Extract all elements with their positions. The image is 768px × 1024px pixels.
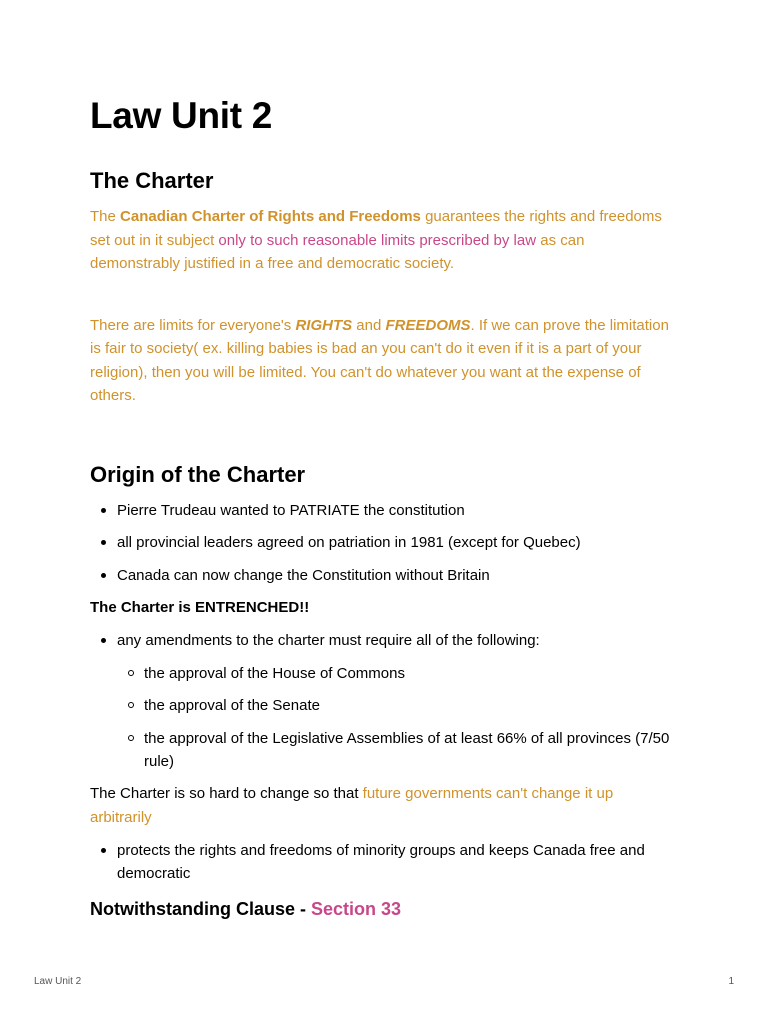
document-body [90,92,678,922]
text-span: guarantees the rights and freedoms set out in it subject [90,208,662,249]
charter-name-bold: Canadian Charter of Rights and Freedoms [120,208,421,225]
section-heading-notwithstanding [90,896,678,922]
approval-sublist [117,662,678,773]
charter-paragraph [90,205,678,276]
origin-list [90,499,678,587]
text-span: as can demonstrably justified in a free and democratic society. [90,231,585,272]
hard-to-change-paragraph [90,782,678,829]
text-span: Notwithstanding Clause - [90,898,312,919]
protect-list [90,839,678,885]
document-title: Law Unit 2 [90,95,273,136]
section-heading-origin: Origin of the Charter [90,461,306,487]
text-span: The Charter is so hard to change so that [90,785,363,802]
sub-list-item: the approval of the Legislative Assemblies of at least 66% of all provinces (7/50 rule) [144,727,678,773]
section-heading-charter: The Charter [90,168,214,193]
rights-emphasis: RIGHTS [295,316,353,334]
text-span: and [352,316,386,334]
list-item: Pierre Trudeau wanted to PATRIATE the constitution [117,499,678,522]
limits-paragraph [90,314,678,408]
arbitrary-highlight: future governments can't change it up arbitrarily [90,785,614,826]
text-span: . If we can prove the limitation is fair to society( ex. killing babies is bad an you can't do it even if it is a part of your religion), then you will be limited. You can't do whatever you want at the expense of others. [90,316,669,404]
sub-list-item: the approval of the Senate [144,694,678,717]
list-item [117,629,678,773]
sub-list-item: the approval of the House of Commons [144,662,678,685]
list-item: all provincial leaders agreed on patriation in 1981 (except for Quebec) [117,531,678,554]
list-item: protects the rights and freedoms of minority groups and keeps Canada free and democratic [117,839,678,885]
amendment-list [90,629,678,773]
freedoms-emphasis: FREEDOMS [385,316,471,334]
text-span: any amendments to the charter must require all of the following: [117,632,540,649]
footer-title: Law Unit 2 [34,976,82,987]
entrenched-label [90,596,678,620]
section-33-highlight: Section 33 [311,898,402,919]
list-item: Canada can now change the Constitution without Britain [117,564,678,587]
text-span: There are limits for everyone's [90,316,296,334]
limits-highlight: only to such reasonable limits prescribed by law [218,231,537,249]
page-number: 1 [728,976,734,987]
text-span: The [90,208,121,225]
text-span: The Charter is ENTRENCHED!! [90,599,310,616]
